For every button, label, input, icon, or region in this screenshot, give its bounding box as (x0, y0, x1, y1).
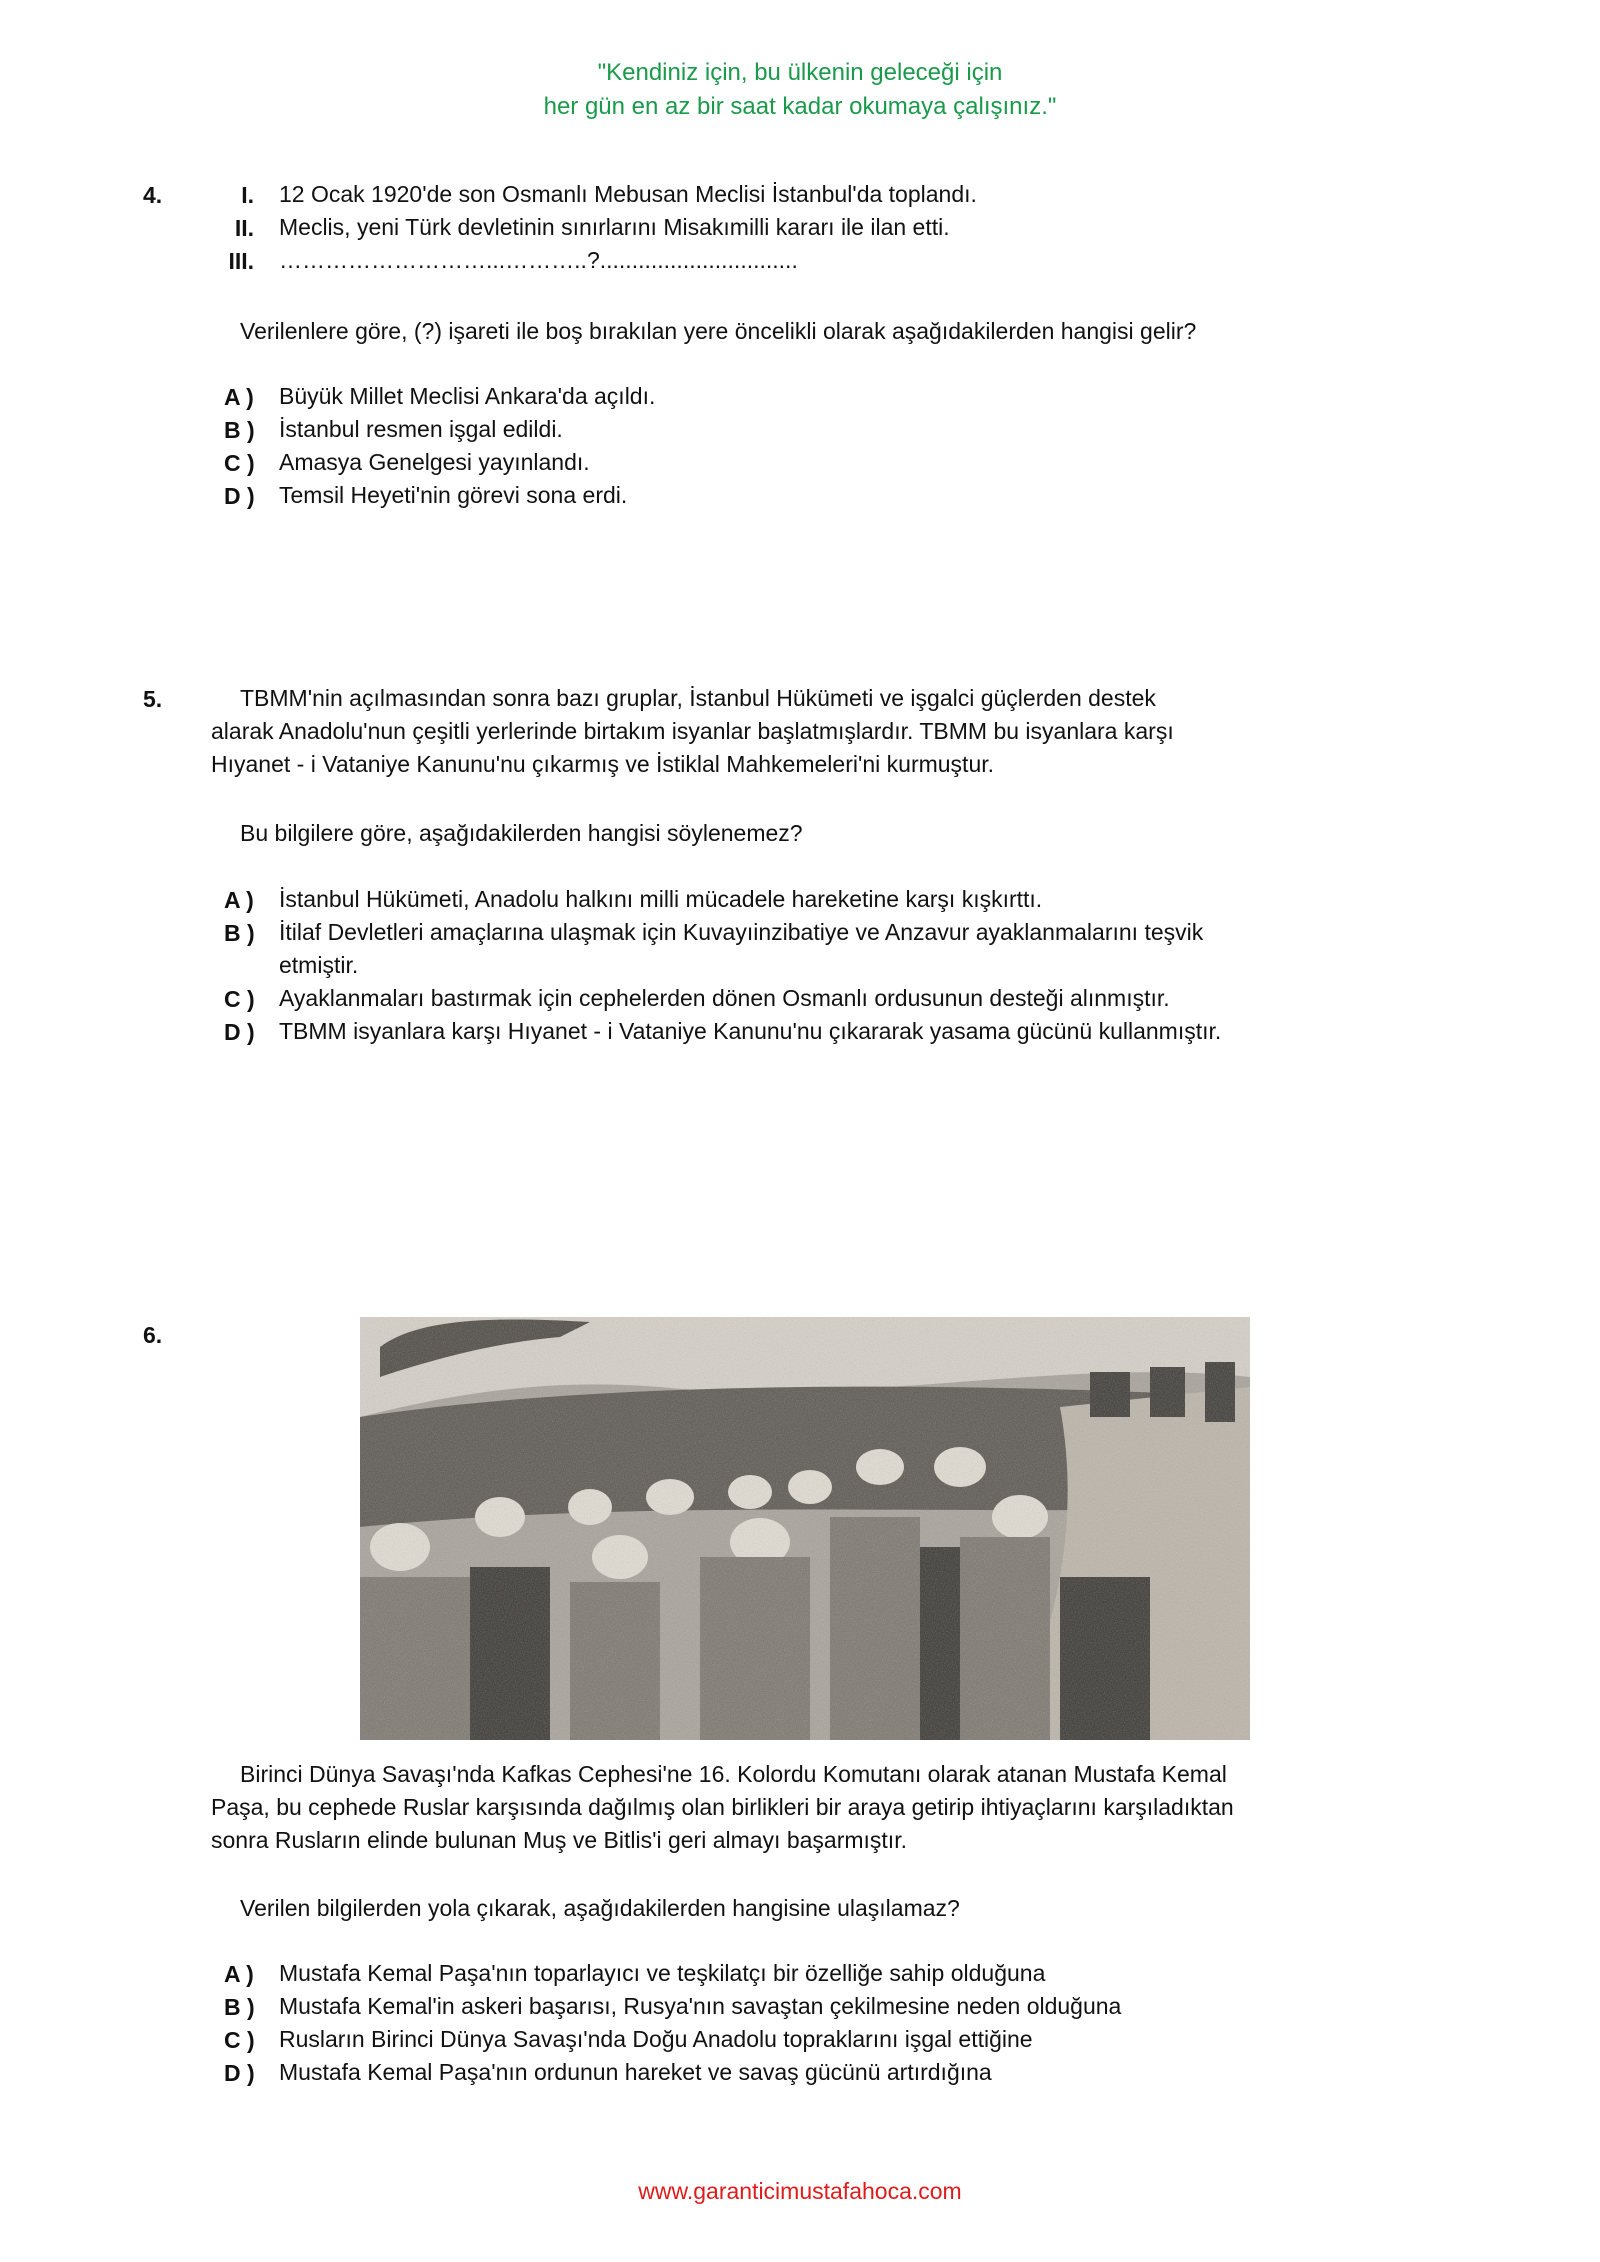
option-b-text[interactable]: İstanbul resmen işgal edildi. (279, 416, 563, 442)
option-d-text[interactable]: Temsil Heyeti'nin görevi sona erdi. (279, 482, 628, 508)
option-a-text[interactable]: Büyük Millet Meclisi Ankara'da açıldı. (279, 383, 656, 409)
option-b-text-cont[interactable]: etmiştir. (279, 952, 359, 978)
statement-text: Meclis, yeni Türk devletinin sınırlarını Misakımilli kararı ile ilan etti. (279, 214, 950, 240)
statement-roman: II. (234, 215, 254, 241)
option-b-text[interactable]: İtilaf Devletleri amaçlarına ulaşmak için Kuvayıinzibatiye ve Anzavur ayaklanmalarını teşvik (279, 919, 1204, 945)
motto-line-1: "Kendiniz için, bu ülkenin geleceği için (597, 59, 1003, 86)
option-a-letter: A ) (224, 1961, 254, 1987)
statement-roman: I. (241, 182, 254, 208)
option-b-letter: B ) (224, 920, 255, 946)
question-prompt: Verilen bilgilerden yola çıkarak, aşağıdakilerden hangisine ulaşılamaz? (240, 1895, 960, 1921)
option-c-text[interactable]: Rusların Birinci Dünya Savaşı'nda Doğu Anadolu topraklarını işgal ettiğine (279, 2026, 1033, 2052)
photo-illustration (360, 1317, 1250, 1740)
historical-photo (360, 1317, 1250, 1740)
option-d-text[interactable]: TBMM isyanlara karşı Hıyanet - i Vataniye Kanunu'nu çıkararak yasama gücünü kullanmıştır. (279, 1018, 1222, 1044)
paragraph-line: Hıyanet - i Vataniye Kanunu'nu çıkarmış ve İstiklal Mahkemeleri'ni kurmuştur. (211, 751, 995, 777)
option-c-letter: C ) (224, 986, 255, 1012)
option-d-letter: D ) (224, 483, 255, 509)
question-prompt: Bu bilgilere göre, aşağıdakilerden hangisi söylenemez? (240, 820, 803, 846)
option-c-letter: C ) (224, 450, 255, 476)
question-number: 6. (143, 1322, 163, 1348)
statement-blank: ………………………...………..?............................... (279, 247, 798, 273)
option-a-text[interactable]: Mustafa Kemal Paşa'nın toparlayıcı ve teşkilatçı bir özelliğe sahip olduğuna (279, 1960, 1046, 1986)
paragraph-line: Birinci Dünya Savaşı'nda Kafkas Cephesi'ne 16. Kolordu Komutanı olarak atanan Mustafa Kemal (240, 1761, 1227, 1787)
option-a-letter: A ) (224, 887, 254, 913)
option-b-text[interactable]: Mustafa Kemal'in askeri başarısı, Rusya'nın savaştan çekilmesine neden olduğuna (279, 1993, 1122, 2019)
option-a-text[interactable]: İstanbul Hükümeti, Anadolu halkını milli mücadele hareketine karşı kışkırttı. (279, 886, 1043, 912)
option-b-letter: B ) (224, 417, 255, 443)
question-number: 5. (143, 686, 163, 712)
option-c-text[interactable]: Amasya Genelgesi yayınlandı. (279, 449, 590, 475)
question-number: 4. (143, 182, 163, 208)
footer-website-link[interactable]: www.garanticimustafahoca.com (638, 2178, 962, 2204)
paragraph-line: alarak Anadolu'nun çeşitli yerlerinde birtakım isyanlar başlatmışlardır. TBMM bu isyanlara karşı (211, 718, 1174, 744)
option-c-letter: C ) (224, 2027, 255, 2053)
option-b-letter: B ) (224, 1994, 255, 2020)
option-c-text[interactable]: Ayaklanmaları bastırmak için cephelerden dönen Osmanlı ordusunun desteği alınmıştır. (279, 985, 1170, 1011)
question-prompt: Verilenlere göre, (?) işareti ile boş bırakılan yere öncelikli olarak aşağıdakilerden hangisi gelir? (240, 318, 1197, 344)
paragraph-line: Paşa, bu cephede Ruslar karşısında dağılmış olan birlikleri bir araya getirip ihtiyaçlarını karşıladıktan (211, 1794, 1234, 1820)
option-d-letter: D ) (224, 1019, 255, 1045)
paragraph-line: TBMM'nin açılmasından sonra bazı gruplar, İstanbul Hükümeti ve işgalci güçlerden destek (240, 685, 1156, 711)
option-a-letter: A ) (224, 384, 254, 410)
statement-roman: III. (228, 248, 254, 274)
paragraph-line: sonra Rusların elinde bulunan Muş ve Bitlis'i geri almayı başarmıştır. (211, 1827, 907, 1853)
statement-text: 12 Ocak 1920'de son Osmanlı Mebusan Meclisi İstanbul'da toplandı. (279, 181, 977, 207)
option-d-letter: D ) (224, 2060, 255, 2086)
option-d-text[interactable]: Mustafa Kemal Paşa'nın ordunun hareket ve savaş gücünü artırdığına (279, 2059, 992, 2085)
motto-line-2: her gün en az bir saat kadar okumaya çalışınız." (543, 93, 1057, 120)
